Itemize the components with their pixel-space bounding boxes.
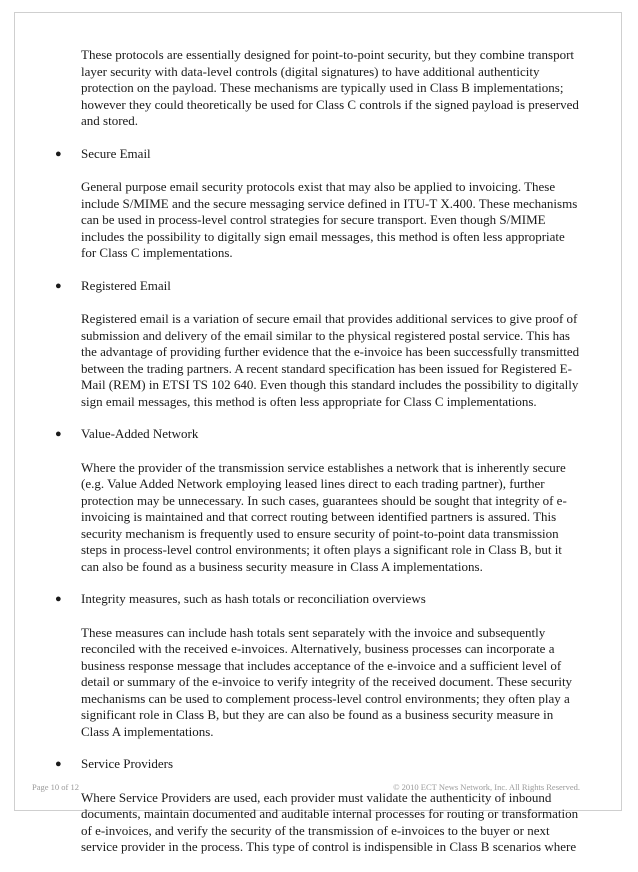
section-body-service-providers: Where Service Providers are used, each provider must validate the authenticity of inbound documents, maintain documented and auditable internal processes for routing or transformation of e-invoices, and verify the security of the transmission of e-invoices to the buyer or next service provider in the process. This type of control is indispensible in Class B scenarios where xyxy=(81,789,579,854)
bullet-integrity-measures xyxy=(55,591,581,608)
section-body-registered-email: Registered email is a variation of secure email that provides additional services to give proof of submission and delivery of the email similar to the physical registered postal service. This has the advantage of providing further evidence that the e-invoice has been successfully transmitted between the trading partners. A recent standard specification has been issued for Registered E-Mail (REM) in ETSI TS 102 640. Even though this standard includes the possibility to digitally sign email messages, this method is often less appropriate for Class C implementations. xyxy=(81,311,580,409)
intro-paragraph: These protocols are essentially designed for point-to-point security, but they combine transport layer security with data-level controls (digital signatures) to have additional authenticity protection on the payload. These mechanisms are typically used in Class B implementations; however they could theoretically be used for Class C controls if the signed payload is preserved and stored. xyxy=(81,47,579,128)
bullet-registered-email xyxy=(55,277,581,295)
bullet-secure-email xyxy=(55,145,581,163)
bullet-service-providers xyxy=(55,756,581,773)
bullet-icon: ● xyxy=(55,593,62,605)
copyright-notice: © 2010 ECT News Network, Inc. All Rights Reserved. xyxy=(393,782,580,792)
section-body-secure-email: General purpose email security protocols exist that may also be applied to invoicing. These include S/MIME and the secure messaging service defined in ITU-T X.400. These mechanisms can be used in process-level control strategies for secure transport. Even though S/MIME includes the possibility to digitally sign email messages, this method is often less appropriate for Class C implementations. xyxy=(81,179,578,260)
section-body-integrity-measures: These measures can include hash totals sent separately with the invoice and subsequently reconciled with the received e-invoices. Alternatively, business processes can incorporate a business response message that includes acceptance of the e-invoice and a sufficient level of detail or summary of the e-invoice to verify integrity of the received document. These security mechanisms can be used to complement process-level control environments; they often play a significant role in Class B, but they are can also be found as a business security measure in Class A implementations. xyxy=(81,624,573,739)
bullet-label: Service Providers xyxy=(81,756,174,771)
bullet-label: Value-Added Network xyxy=(81,426,199,441)
bullet-icon: ● xyxy=(55,279,62,292)
bullet-label: Secure Email xyxy=(81,145,151,161)
bullet-value-added-network xyxy=(55,426,581,443)
bullet-icon: ● xyxy=(55,428,62,440)
section-body-value-added-network: Where the provider of the transmission service establishes a network that is inherently secure (e.g. Value Added Network employing leased lines direct to each trading partner), further protection may be unnecessary. In such cases, guarantees should be sought that integrity of e-invoicing is maintained and that correct routing between identified partners is assured. This security mechanism is frequently used to ensure security of point-to-point data transmission steps in process-level control environments; it often plays a significant role in Class B, but it can also be found as a business security measure in Class A implementations. xyxy=(81,459,567,574)
bullet-label: Registered Email xyxy=(81,277,171,293)
bullet-icon: ● xyxy=(55,147,62,160)
bullet-label: Integrity measures, such as hash totals or reconciliation overviews xyxy=(81,591,426,606)
bullet-icon: ● xyxy=(55,758,62,770)
page-number: Page 10 of 12 xyxy=(32,782,79,792)
